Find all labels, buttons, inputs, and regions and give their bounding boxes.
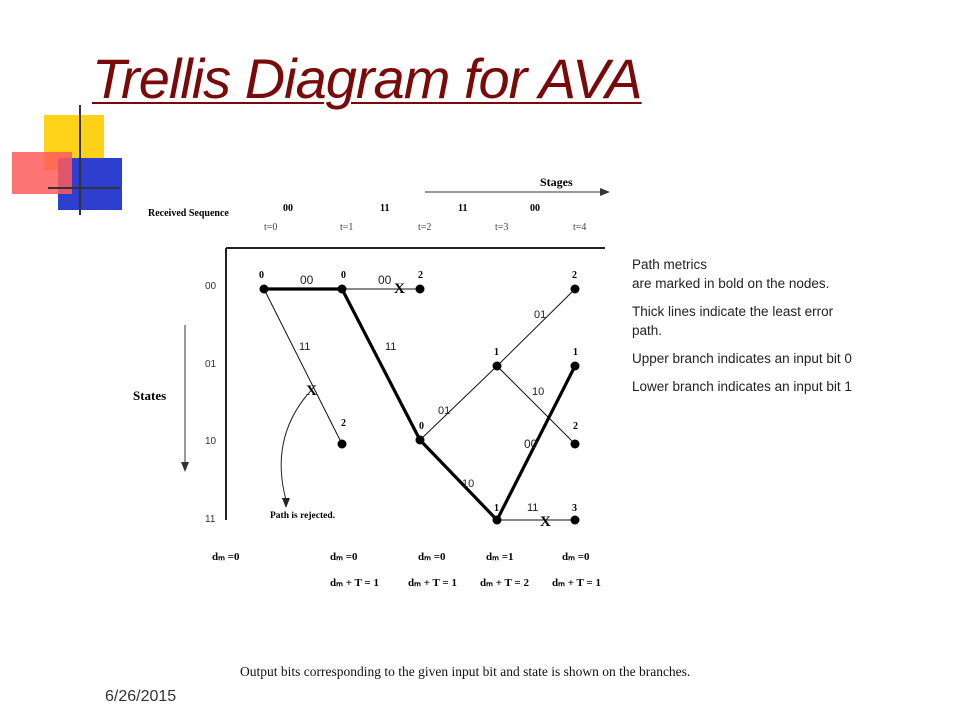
dm-row2-2: dₘ + T = 2 [480,577,529,589]
branch-t2-10-to-t3-01 [420,366,497,440]
rejected-path-arrow [281,395,307,500]
branch-t0-00-to-t1-10 [264,289,342,444]
metric-t4-01: 1 [573,347,578,358]
branch-label-10-low: 10 [462,478,475,490]
state-label-11: 11 [205,514,216,525]
node-t3-01 [493,362,502,371]
time-label-1: t=1 [340,222,354,233]
node-t4-10 [571,440,580,449]
metric-t2-00: 2 [418,270,423,281]
branch-label-11-a: 11 [299,341,311,353]
note-line-1: Path metrics [632,257,708,272]
state-label-10: 10 [205,436,217,447]
note-thick-lines [632,302,932,340]
node-t4-00 [571,285,580,294]
node-t2-10 [416,436,425,445]
dm-row1-1: dₘ =0 [330,551,358,563]
trellis-diagram [130,170,620,610]
branch-label-10-right: 10 [532,386,545,398]
least-error-path [264,289,575,520]
metric-t4-11: 3 [572,503,577,514]
decorative-logo [0,100,130,220]
note-upper-branch [632,349,932,368]
dm-row1-2: dₘ =0 [418,551,446,563]
node-t1-00 [338,285,347,294]
dm-row1-4: dₘ =0 [562,551,590,563]
node-t1-10 [338,440,347,449]
dm-row1-3: dₘ =1 [486,551,514,563]
state-label-00: 00 [205,281,217,292]
node-t3-11 [493,516,502,525]
rejected-path-arrowhead [282,498,290,508]
note-line-6: Lower branch indicates an input bit 1 [632,379,852,394]
note-line-5: Upper branch indicates an input bit 0 [632,351,852,366]
time-label-2: t=2 [418,222,432,233]
metric-t3-01: 1 [494,347,499,358]
reject-mark-top: X [394,281,405,297]
diagram-notes [632,255,932,405]
slide-date: 6/26/2015 [105,688,177,705]
note-line-4: path. [632,323,663,338]
states-label: States [133,388,167,403]
node-t4-11 [571,516,580,525]
branch-label-01-mid: 01 [438,405,451,417]
received-pair-2: 11 [458,203,468,214]
stages-arrowhead [600,188,610,196]
branch-label-00-mid: 00 [524,437,538,451]
received-sequence-label: Received Sequence [148,208,229,219]
slide-title: Trellis Diagram for AVA [92,47,642,110]
time-label-4: t=4 [573,222,587,233]
note-line-3: Thick lines indicate the least error [632,304,834,319]
stages-label: Stages [540,175,573,189]
states-arrowhead [181,462,189,472]
dm-row2-3: dₘ + T = 1 [552,577,601,589]
branch-label-00-b: 00 [378,273,392,287]
metric-t2-10: 0 [419,421,424,432]
rejected-path-label: Path is rejected. [270,511,335,521]
metric-t1-00: 0 [341,270,346,281]
metric-t3-11: 1 [494,503,499,514]
figure-caption: Output bits corresponding to the given input bit and state is shown on the branches. [240,664,691,679]
dm-row2-0: dₘ + T = 1 [330,577,379,589]
received-pair-0: 00 [283,203,293,214]
branch-label-01-upper: 01 [534,309,547,321]
branch-label-11-b: 11 [385,341,397,353]
metric-t4-00: 2 [572,270,577,281]
time-label-3: t=3 [495,222,509,233]
node-t4-01 [571,362,580,371]
note-lower-branch [632,377,932,396]
received-pair-1: 11 [380,203,390,214]
metric-t0-00: 0 [259,270,264,281]
received-pair-3: 00 [530,203,540,214]
dm-row1-0: dₘ =0 [212,551,240,563]
note-line-2: are marked in bold on the nodes. [632,276,830,291]
time-label-0: t=0 [264,222,278,233]
node-t2-00 [416,285,425,294]
node-t0-00 [260,285,269,294]
state-label-01: 01 [205,359,217,370]
metric-t4-10: 2 [573,421,578,432]
reject-mark-bottom: X [540,514,551,530]
branch-label-11-bottom: 11 [527,502,539,514]
reject-mark-left: X [306,383,317,399]
note-path-metrics [632,255,932,293]
branch-t3-01-to-t4-10 [497,366,575,444]
metric-t1-10: 2 [341,418,346,429]
branch-t3-01-to-t4-00 [497,289,575,366]
dm-row2-1: dₘ + T = 1 [408,577,457,589]
branch-label-00-a: 00 [300,273,314,287]
